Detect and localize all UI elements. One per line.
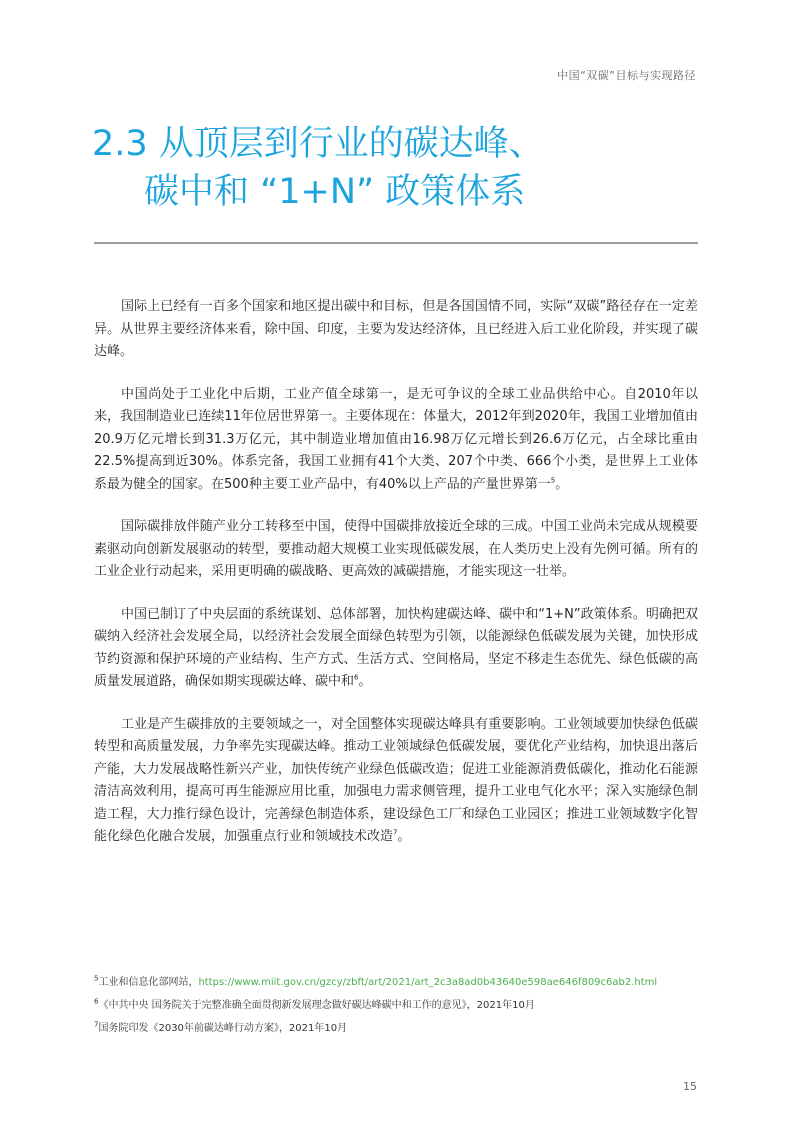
footnote-ref[interactable]: 5	[550, 476, 556, 485]
paragraph-1	[94, 296, 698, 364]
paragraph-5	[94, 714, 698, 849]
section-title-line1: 2.3 从顶层到行业的碳达峰、	[92, 124, 544, 164]
footnote-link[interactable]: https://www.miit.gov.cn/gzcy/zbft/art/2021/art_2c3a8ad0b43640e598ae646f809c6ab2.html	[198, 977, 658, 988]
paragraph-tail: 。	[397, 829, 411, 844]
footnote-number: 7	[94, 1020, 99, 1029]
paragraph-text: 国际碳排放伴随产业分工转移至中国，使得中国碳排放接近全球的三成。中国工业尚未完成从规模要素驱动向创新发展驱动的转型，要推动超大规模工业实现低碳发展，在人类历史上没有先例可循。所有的工业企业行动起来，采用更明确的碳战略、更高效的减碳措施，才能实现这一壮举。	[94, 519, 698, 579]
page-number: 15	[683, 1080, 697, 1093]
footnote-number: 6	[94, 997, 99, 1006]
footnote-5	[94, 976, 714, 990]
paragraph-text: 中国已制订了中央层面的系统谋划、总体部署，加快构建碳达峰、碳中和“1+N”政策体系。明确把双碳纳入经济社会发展全局，以经济社会发展全面绿色转型为引领，以能源绿色低碳发展为关键，加快形成节约资源和保护环境的产业结构、生产方式、生活方式、空间格局，坚定不移走生态优先、绿色低碳的高质量发展道路，确保如期实现碳达峰、碳中和	[94, 606, 698, 689]
paragraph-4	[94, 604, 698, 694]
paragraph-2	[94, 384, 698, 497]
footnote-text: 工业和信息化部网站，	[98, 977, 199, 988]
footnote-text: 国务院印发《2030年前碳达峰行动方案》，2021年10月	[98, 1023, 348, 1034]
footnotes	[94, 976, 714, 1045]
footnote-6	[94, 999, 714, 1013]
section-title	[92, 120, 712, 216]
paragraph-text: 中国尚处于工业化中后期，工业产值全球第一，是无可争议的全球工业品供给中心。自2010年以来，我国制造业已连续11年位居世界第一。主要体现在：体量大，2012年到2020年，我国工业增加值由20.9万亿元增长到31.3万亿元，其中制造业增加值由16.98万亿元增长到26.6万亿元，占全球比重由22.5%提高到近30%。体系完备，我国工业拥有41个大类、207个中类、666个小类，是世界上工业体系最为健全的国家。在500种主要工业产品中，有40%以上产品的产量世界第一	[94, 386, 698, 492]
paragraph-3	[94, 516, 698, 584]
footnote-ref[interactable]: 7	[393, 828, 398, 837]
footnote-text: 《中共中央 国务院关于完整准确全面贯彻新发展理念做好碳达峰碳中和工作的意见》，2021年10月	[98, 1000, 535, 1011]
paragraph-text: 工业是产生碳排放的主要领域之一，对全国整体实现碳达峰具有重要影响。工业领域要加快绿色低碳转型和高质量发展，力争率先实现碳达峰。推动工业领域绿色低碳发展，要优化产业结构，加快退出落后产能，大力发展战略性新兴产业，加快传统产业绿色低碳改造；促进工业能源消费低碳化，推动化石能源清洁高效利用，提高可再生能源应用比重，加强电力需求侧管理，提升工业电气化水平；深入实施绿色制造工程，大力推行绿色设计，完善绿色制造体系，建设绿色工厂和绿色工业园区；推进工业领域数字化智能化绿色化融合发展，加强重点行业和领域技术改造	[94, 716, 698, 844]
paragraph-tail: 。	[358, 674, 372, 689]
footnote-7	[94, 1022, 714, 1036]
paragraph-text: 国际上已经有一百多个国家和地区提出碳中和目标，但是各国国情不同，实际“双碳”路径存在一定差异。从世界主要经济体来看，除中国、印度，主要为发达经济体，且已经进入后工业化阶段，并实现了碳达峰。	[94, 299, 698, 359]
body-text	[94, 296, 698, 869]
running-header: 中国“双碳”目标与实现路径	[557, 69, 696, 82]
footnote-number: 5	[94, 974, 99, 983]
title-divider	[94, 242, 698, 244]
footnote-ref[interactable]: 6	[354, 673, 359, 682]
section-title-line2: 碳中和 “1+N” 政策体系	[144, 172, 526, 212]
paragraph-tail: 。	[555, 476, 569, 492]
